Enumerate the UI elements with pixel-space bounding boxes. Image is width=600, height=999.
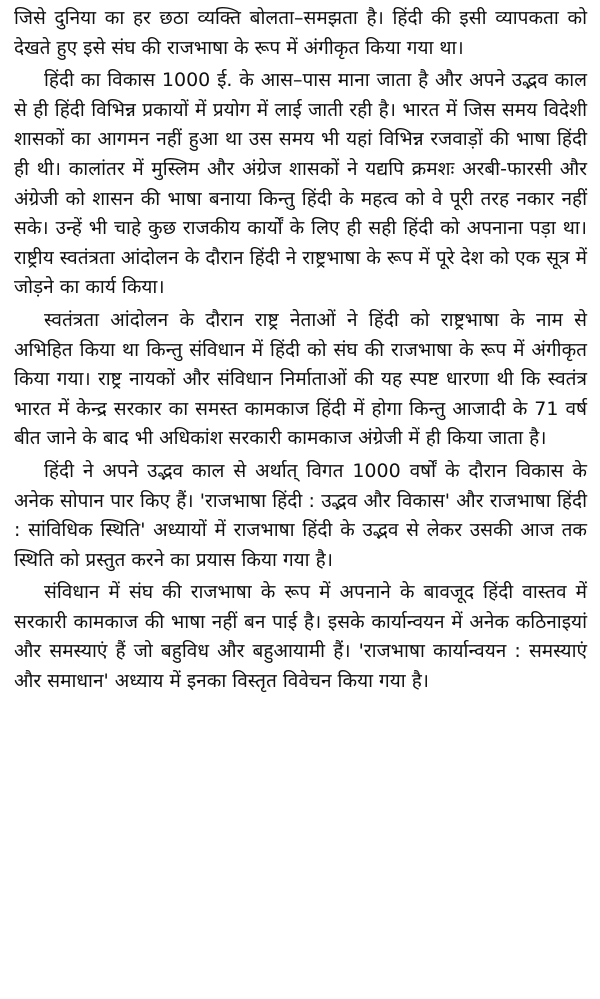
paragraph-5: संविधान में संघ की राजभाषा के रूप में अपनाने के बावजूद हिंदी वास्तव में सरकारी कामकाज की भाषा नहीं बन पाई है। इसके कार्यान्वयन में अनेक कठिनाइयां और समस्याएं हैं जो बहुविध और बहुआयामी हैं। 'राजभाषा कार्यान्वयन : समस्याएं और समाधान' अध्याय में इनका विस्तृत विवेचन किया गया है।	[14, 581, 587, 693]
paragraph-2: हिंदी का विकास 1000 ई. के आस–पास माना जाता है और अपने उद्भव काल से ही हिंदी विभिन्न प्रकायों में प्रयोग में लाई जाती रही है। भारत में जिस समय विदेशी शासकों का आगमन नहीं हुआ था उस समय भी यहां विभिन्न रजवाड़ों की भाषा हिंदी ही थी। कालांतर में मुस्लिम और अंग्रेज शासकों ने यद्यपि क्रमशः अरबी-फारसी और अंग्रेजी को शासन की भाषा बनाया किन्तु हिंदी के महत्व को वे पूरी तरह नकार नहीं सके। उन्हें भी चाहे कुछ राजकीय कार्यों के लिए ही सही हिंदी को अपनाना पड़ा था। राष्ट्रीय स्वतंत्रता आंदोलन के दौरान हिंदी ने राष्ट्रभाषा के रूप में पूरे देश को एक सूत्र में जोड़ने का कार्य किया।	[14, 69, 588, 299]
paragraph-4: हिंदी ने अपने उद्भव काल से अर्थात् विगत 1000 वर्षों के दौरान विकास के अनेक सोपान पार किए हैं। 'राजभाषा हिंदी : उद्भव और विकास' और राजभाषा हिंदी : सांविधिक स्थिति' अध्यायों में राजभाषा हिंदी के उद्भव से लेकर उसकी आज तक स्थिति को प्रस्तुत करने का प्रयास किया गया है।	[14, 459, 587, 571]
paragraph-3: स्वतंत्रता आंदोलन के दौरान राष्ट्र नेताओं ने हिंदी को राष्ट्रभाषा के नाम से अभिहित किया था किन्तु संविधान में हिंदी को संघ की राजभाषा के रूप में अंगीकृत किया गया। राष्ट्र नायकों और संविधान निर्माताओं की यह स्पष्ट धारणा थी कि स्वतंत्र भारत में केन्द्र सरकार का समस्त कामकाज हिंदी में होगा किन्तु आजादी के 71 वर्ष बीत जाने के बाद भी अधिकांश सरकारी कामकाज अंग्रेजी में ही किया जाता है।	[14, 308, 587, 450]
paragraph-1: जिसे दुनिया का हर छठा व्यक्ति बोलता–समझता है। हिंदी की इसी व्यापकता को देखते हुए इसे संघ की राजभाषा के रूप में अंगीकृत किया गया था।	[14, 7, 587, 59]
